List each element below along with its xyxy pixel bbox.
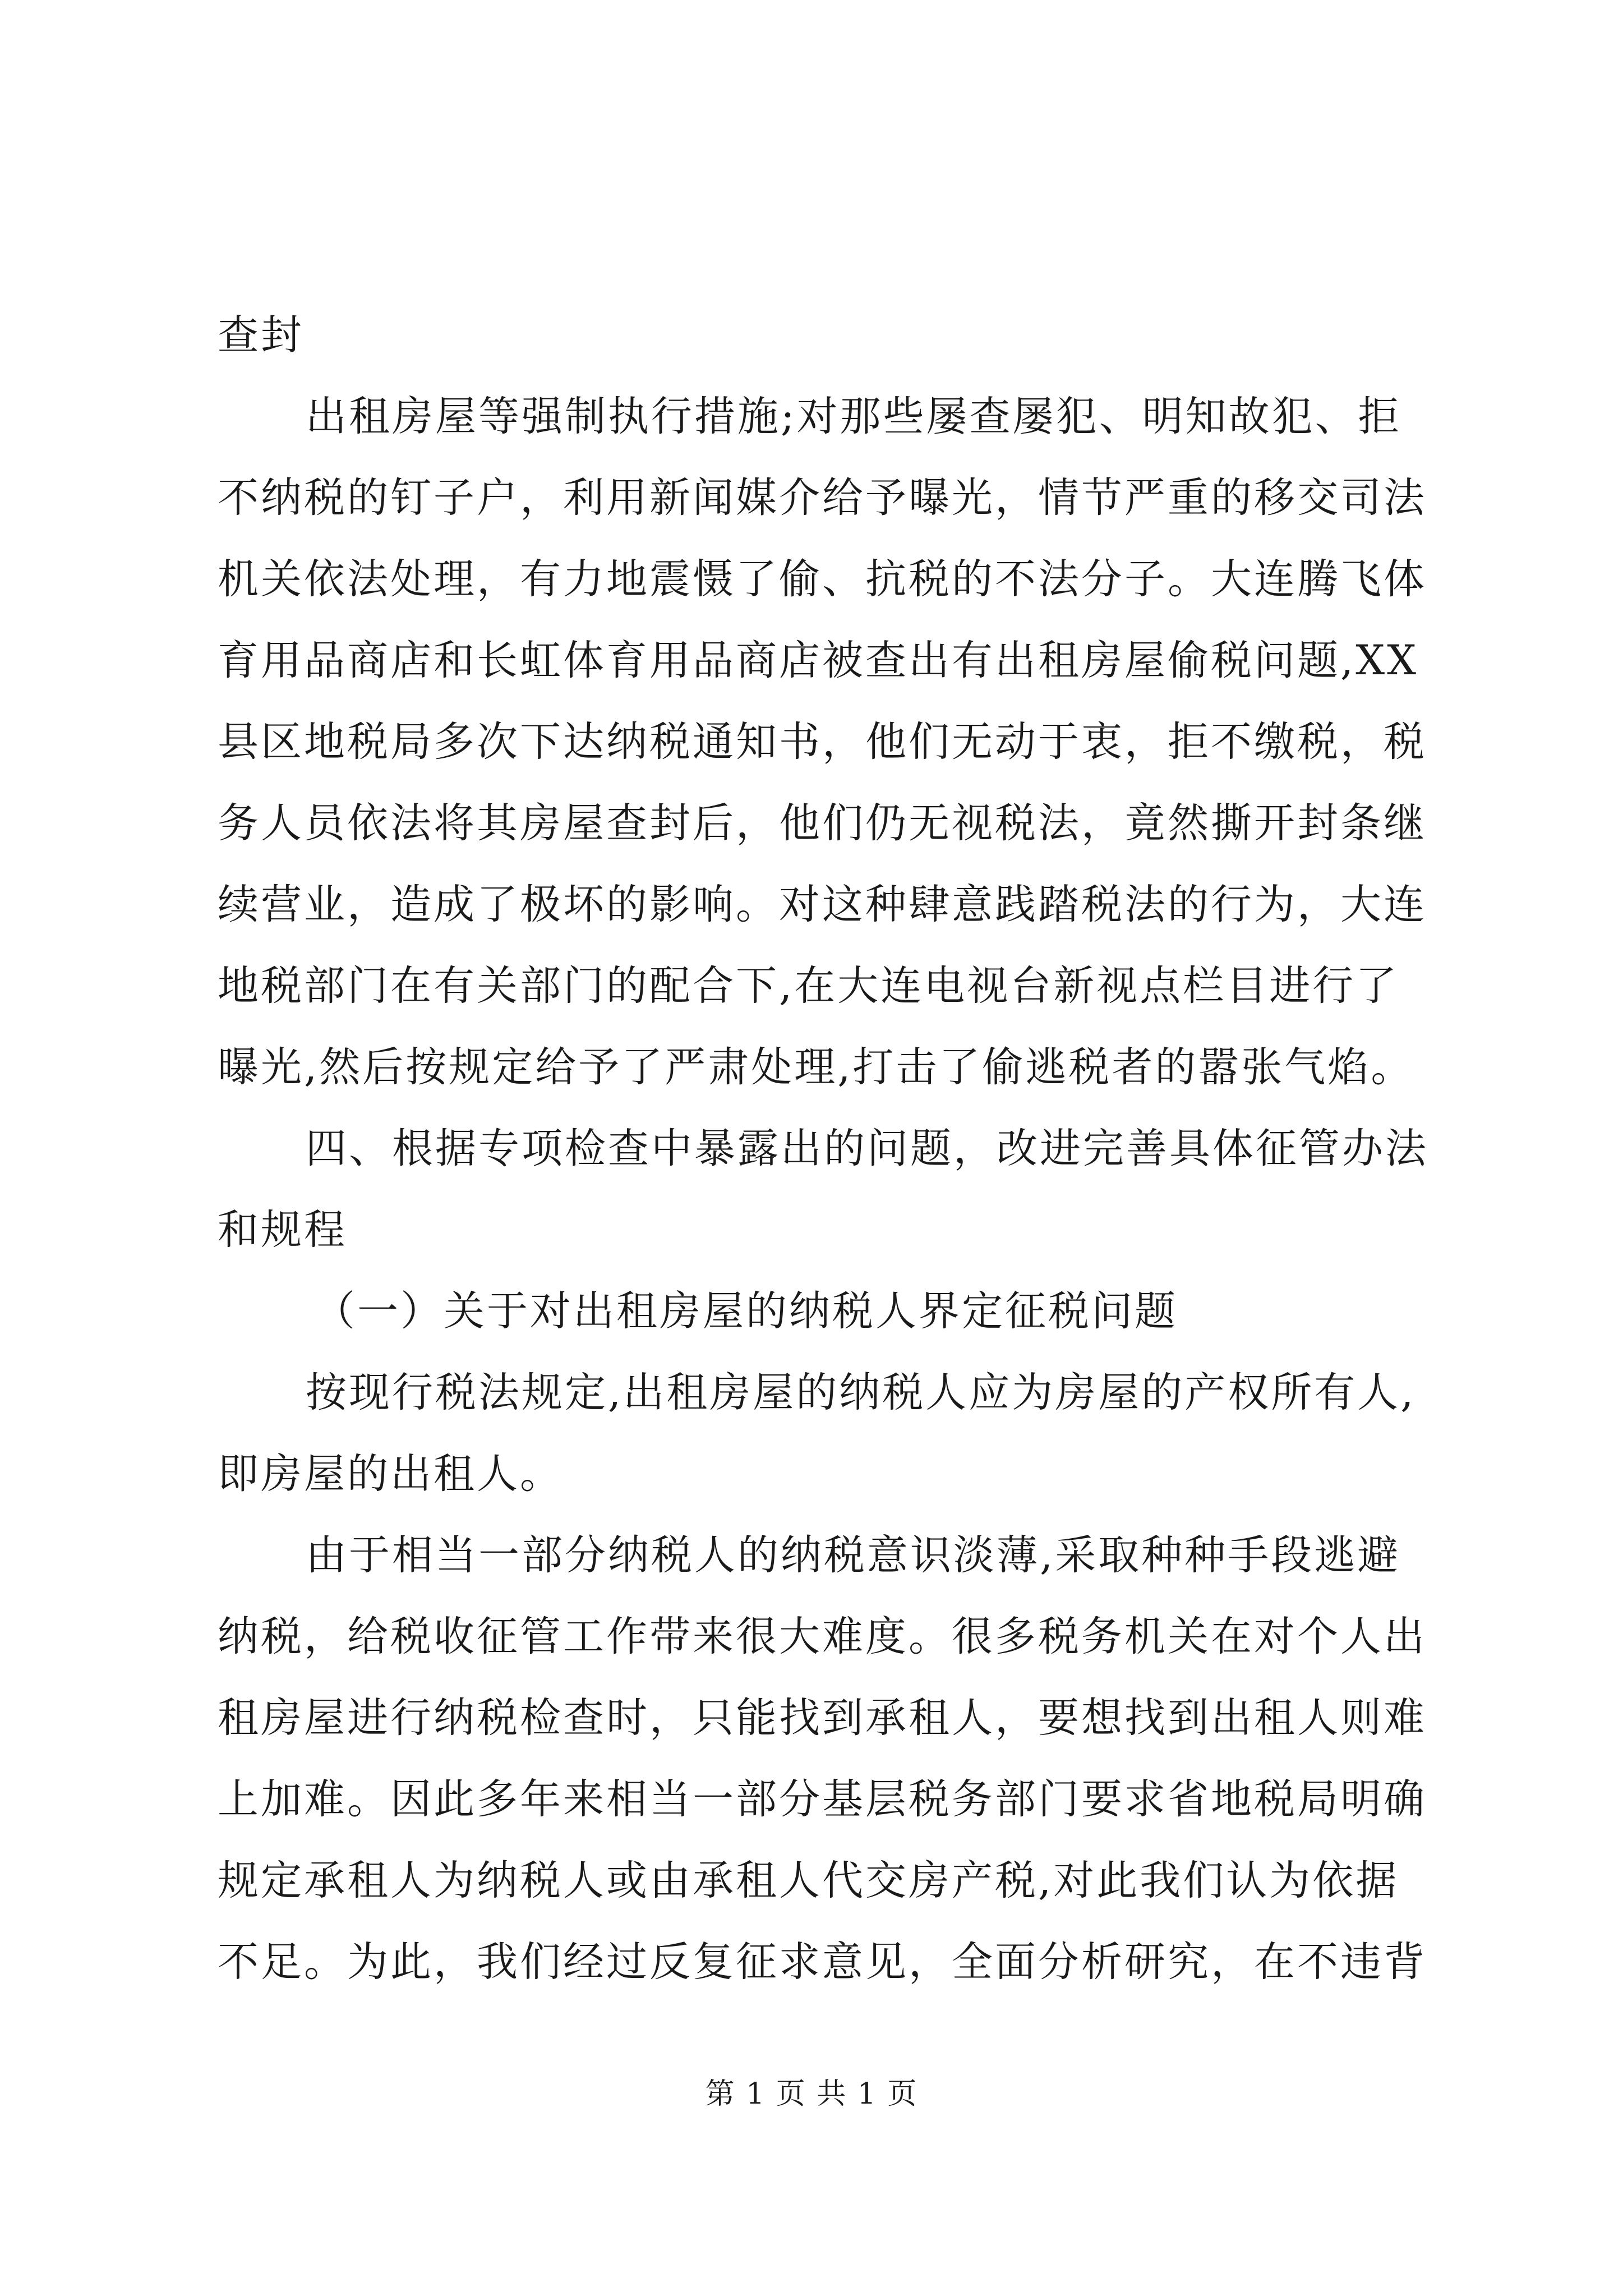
paragraph-1-line-3: 机关依法处理，有力地震慑了偷、抗税的不法分子。大连腾飞体 [218, 555, 1427, 603]
paragraph-2-line-2: 即房屋的出租人。 [218, 1450, 563, 1498]
paragraph-3-line-1: 由于相当一部分纳税人的纳税意识淡薄,采取种种手段逃避 [306, 1531, 1401, 1579]
paragraph-1-line-8: 地税部门在有关部门的配合下,在大连电视台新视点栏目进行了 [218, 962, 1399, 1010]
paragraph-2-line-1: 按现行税法规定,出租房屋的纳税人应为房屋的产权所有人, [306, 1369, 1416, 1416]
paragraph-3-line-6: 不足。为此，我们经过反复征求意见，全面分析研究，在不违背 [218, 1938, 1427, 1986]
paragraph-3-line-5: 规定承租人为纳税人或由承租人代交房产税,对此我们认为依据 [218, 1857, 1399, 1904]
paragraph-1-line-7: 续营业，造成了极坏的影响。对这种肆意践踏税法的行为，大连 [218, 881, 1427, 928]
subsection-heading: （一）关于对出租房屋的纳税人界定征税问题 [314, 1287, 1178, 1335]
paragraph-1-line-1: 出租房屋等强制执行措施;对那些屡查屡犯、明知故犯、拒 [306, 393, 1401, 440]
paragraph-1-line-4: 育用品商店和长虹体育用品商店被查出有出租房屋偷税问题,XX [218, 637, 1419, 684]
paragraph-1-line-2: 不纳税的钉子户，利用新闻媒介给予曝光，情节严重的移交司法 [218, 474, 1427, 522]
paragraph-1-line-5: 县区地税局多次下达纳税通知书，他们无动于衷，拒不缴税，税 [218, 718, 1427, 766]
paragraph-1-line-6: 务人员依法将其房屋查封后，他们仍无视税法，竟然撕开封条继 [218, 799, 1427, 847]
paragraph-3-line-4: 上加难。因此多年来相当一部分基层税务部门要求省地税局明确 [218, 1775, 1427, 1823]
section-heading-line-1: 四、根据专项检查中暴露出的问题，改进完善具体征管办法 [306, 1125, 1428, 1172]
text-line-1: 查封 [218, 311, 304, 359]
page-footer: 第 1 页 共 1 页 [705, 2077, 918, 2111]
paragraph-1-line-9: 曝光,然后按规定给予了严肃处理,打击了偷逃税者的嚣张气焰。 [218, 1043, 1414, 1091]
paragraph-3-line-2: 纳税，给税收征管工作带来很大难度。很多税务机关在对个人出 [218, 1613, 1427, 1660]
section-heading-line-2: 和规程 [218, 1206, 347, 1254]
paragraph-3-line-3: 租房屋进行纳税检查时，只能找到承租人，要想找到出租人则难 [218, 1694, 1427, 1742]
